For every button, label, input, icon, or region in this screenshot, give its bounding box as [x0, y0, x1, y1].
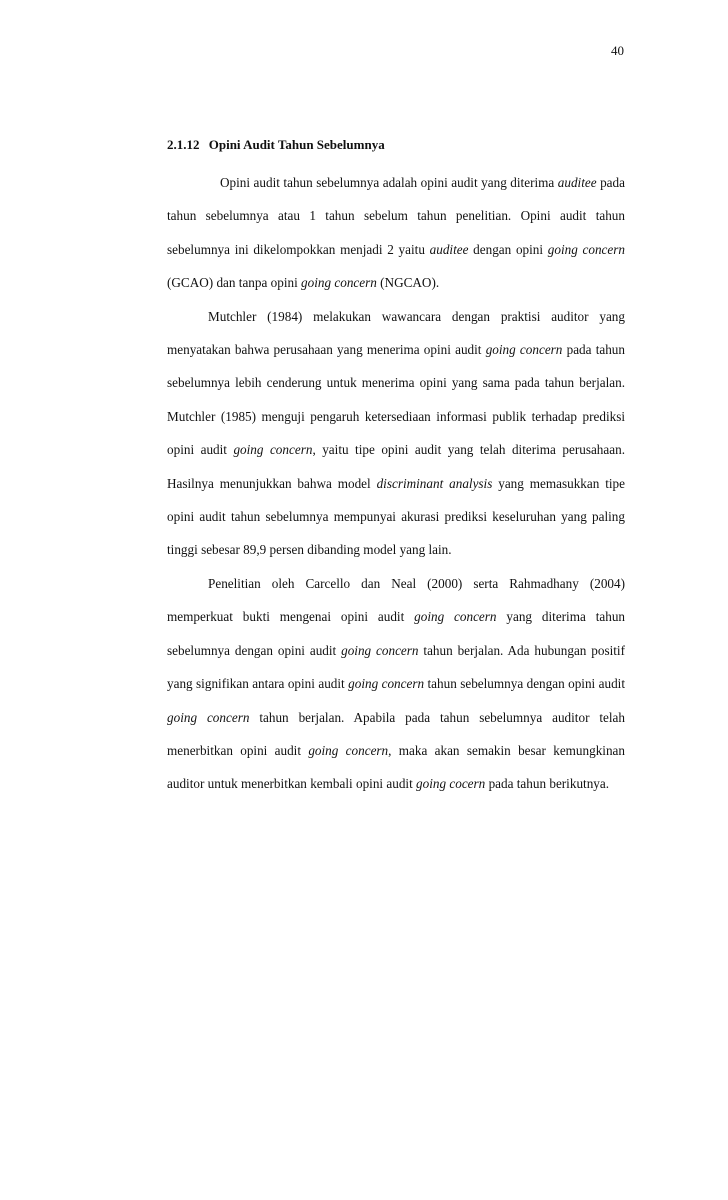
text-run: yang diterima tahun sebelumnya dengan opini audit — [167, 609, 626, 658]
italic-term: going cocern — [416, 776, 486, 792]
text-run: tahun sebelumnya dengan opini audit — [424, 676, 625, 692]
text-run: dengan opini — [468, 241, 548, 257]
text-run: pada tahun sebelumnya lebih cenderung untuk menerima opini yang sama pada tahun berjalan. Mutchler (1985) menguji pengaruh ketersediaan informasi publik terhadap prediksi opini audit — [167, 342, 625, 458]
text-run: Opini audit tahun sebelumnya adalah opini audit yang diterima — [220, 175, 558, 190]
paragraph — [167, 166, 625, 300]
italic-term: auditee — [557, 175, 597, 190]
paragraph — [167, 300, 625, 567]
paragraph — [167, 567, 625, 801]
text-run: , maka akan semakin besar kemungkinan auditor untuk menerbitkan kembali opini audit — [167, 742, 626, 792]
text-run: Mutchler (1984) melakukan wawancara dengan praktisi auditor yang menyatakan bahwa perusahaan yang menerima opini audit — [167, 308, 625, 358]
italic-term: going concern — [301, 275, 377, 291]
section-title: Opini Audit Tahun Sebelumnya — [208, 137, 385, 152]
text-run: , yaitu tipe opini audit yang telah diterima perusahaan. Hasilnya menunjukkan bahwa model — [167, 442, 625, 491]
italic-term: going concern — [233, 442, 313, 458]
italic-term: going concern — [547, 241, 625, 257]
text-run: pada tahun berikutnya. — [485, 776, 610, 792]
text-run: pada tahun sebelumnya atau 1 tahun sebelum tahun penelitian. Opini audit tahun sebelumnya ini dikelompokkan menjadi 2 yaitu — [167, 175, 625, 257]
text-run: tahun berjalan. Apabila pada tahun sebelumnya auditor telah menerbitkan opini audit — [167, 709, 625, 758]
italic-term: going concern — [167, 709, 250, 725]
italic-term: going concern — [485, 342, 563, 358]
italic-term: auditee — [429, 241, 469, 257]
section-number: 2.1.12 — [167, 137, 200, 152]
italic-term: discriminant analysis — [376, 475, 493, 491]
text-run: tahun berjalan. Ada hubungan positif yang signifikan antara opini audit — [167, 642, 625, 692]
page-number: 40 — [611, 43, 624, 58]
text-run: (GCAO) dan tanpa opini — [167, 275, 302, 291]
italic-term: going concern — [308, 742, 389, 758]
italic-term: going concern — [341, 642, 419, 658]
italic-term: going concern — [348, 676, 425, 692]
text-run: (NGCAO). — [376, 275, 440, 291]
text-run: Penelitian oleh Carcello dan Neal (2000) serta Rahmadhany (2004) memperkuat bukti mengenai opini audit — [167, 575, 625, 625]
text-run: yang memasukkan tipe opini audit tahun sebelumnya mempunyai akurasi prediksi keseluruhan yang paling tinggi sebesar 89,9 persen dibanding model yang lain. — [167, 475, 625, 558]
body-text — [167, 166, 625, 801]
section-heading — [167, 137, 385, 153]
italic-term: going concern — [414, 609, 497, 625]
